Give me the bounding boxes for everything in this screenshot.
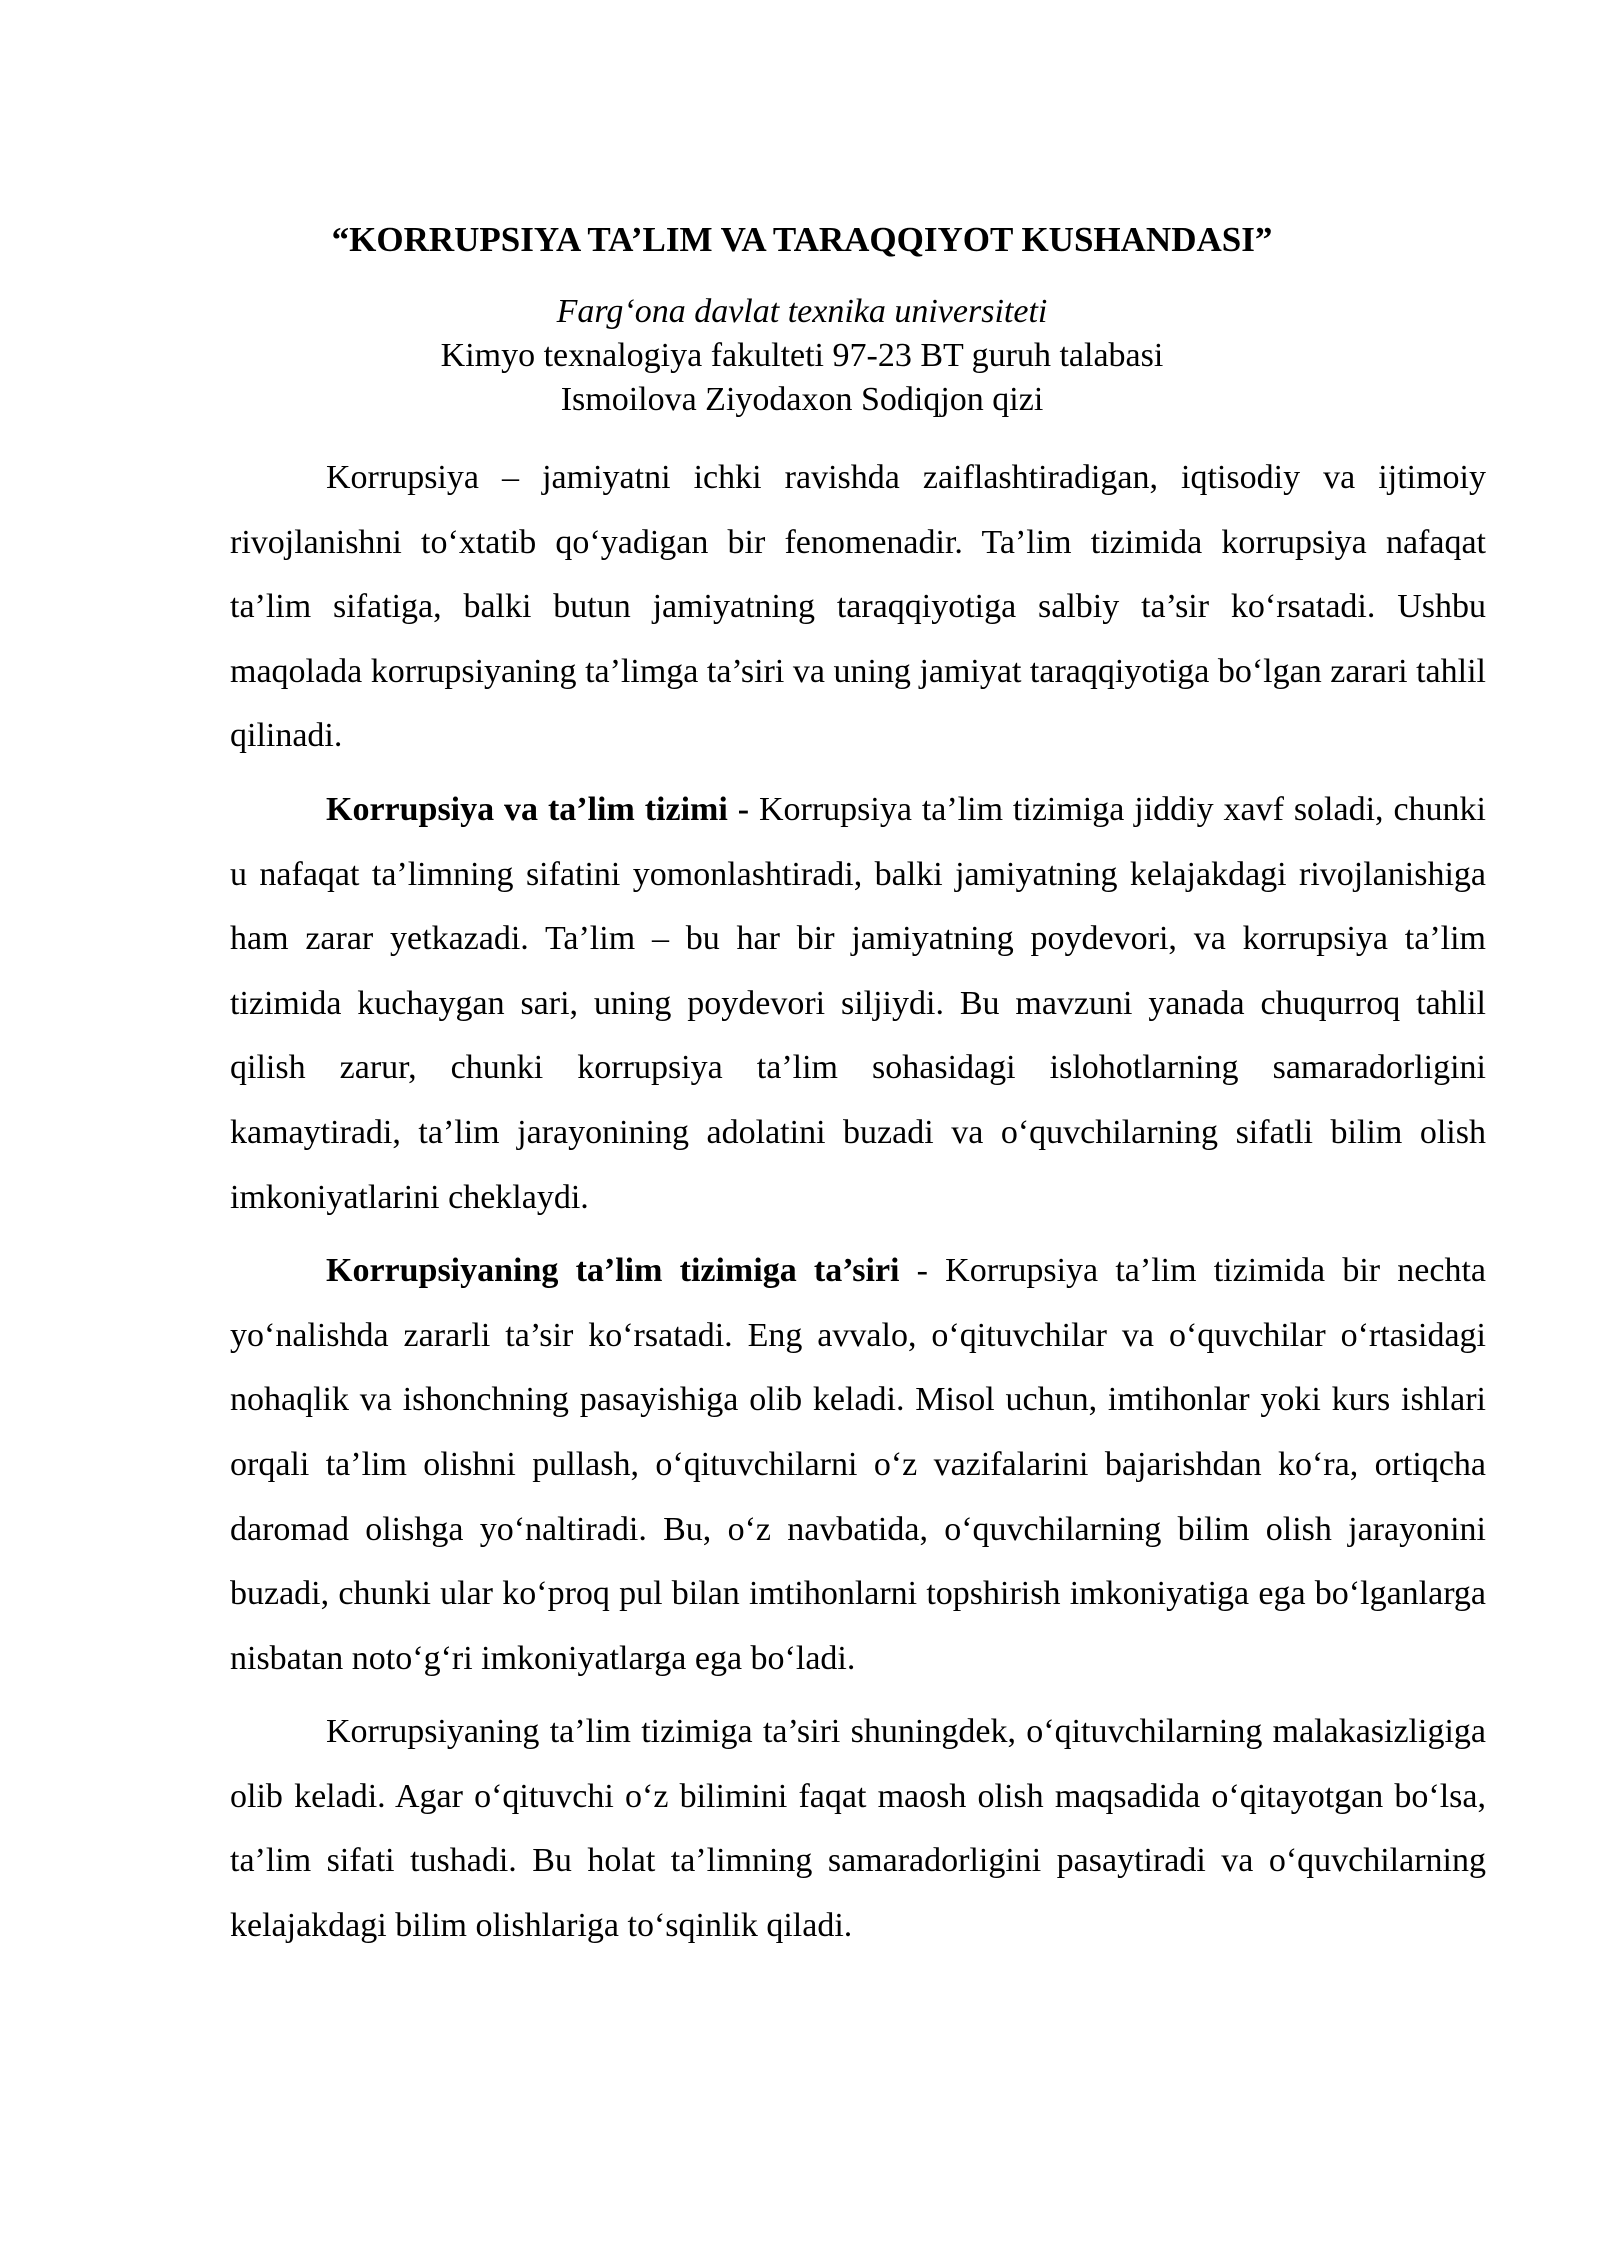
paragraph-text: - Korrupsiya ta’lim tizimida bir nechta yo‘nalishda zararli ta’sir ko‘rsatadi. Eng avvalo, o‘qituvchilar va o‘quvchilar o‘rtasidagi nohaqlik va ishonchning pasayishiga olib keladi. Misol uchun, imtihonlar yoki kurs ishlari orqali ta’lim olishni pullash, o‘qituvchilarni o‘z vazifalarini bajarishdan ko‘ra, ortiqcha daromad olishga yo‘naltiradi. Bu, o‘z navbatida, o‘quvchilarning bilim olish jarayonini buzadi, chunki ular ko‘proq pul bilan imtihonlarni topshirish imkoniyatiga ega bo‘lganlarga nisbatan noto‘g‘ri imkoniyatlarga ega bo‘ladi.	[230, 1252, 1486, 1677]
paragraph-text: Korrupsiya – jamiyatni ichki ravishda zaiflashtiradigan, iqtisodiy va ijtimoiy rivojlanishni to‘xtatib qo‘yadigan bir fenomenadir. Ta’lim tizimida korrupsiya nafaqat ta’lim sifatiga, balki butun jamiyatning taraqqiyotiga salbiy ta’sir ko‘rsatadi. Ushbu maqolada korrupsiyaning ta’limga ta’siri va uning jamiyat taraqqiyotiga bo‘lgan zarari tahlil qilinadi.	[230, 459, 1486, 755]
university-name: Farg‘ona davlat texnika universiteti	[556, 293, 1048, 330]
article-body	[230, 446, 1486, 1968]
faculty-group: Kimyo texnalogiya fakulteti 97-23 BT guruh talabasi	[440, 337, 1164, 374]
paragraph-continuation	[230, 1700, 1486, 1958]
section-heading: Korrupsiya va ta’lim tizimi -	[326, 790, 750, 828]
document-title: “KORRUPSIYA TA’LIM VA TARAQQIYOT KUSHANDASI”	[331, 220, 1273, 259]
paragraph-intro	[230, 446, 1486, 769]
paragraph-text: Korrupsiya ta’lim tizimiga jiddiy xavf soladi, chunki u nafaqat ta’limning sifatini yomonlashtiradi, balki jamiyatning kelajakdagi rivojlanishiga ham zarar yetkazadi. Ta’lim – bu har bir jamiyatning poydevori, va korrupsiya ta’lim tizimida kuchaygan sari, uning poydevori siljiydi. Bu mavzuni yanada chuqurroq tahlil qilish zarur, chunki korrupsiya ta’lim sohasidagi islohotlarning samaradorligini kamaytiradi, ta’lim jarayonining adolatini buzadi va o‘quvchilarning sifatli bilim olish imkoniyatlarini cheklaydi.	[230, 790, 1486, 1216]
paragraph-text: Korrupsiyaning ta’lim tizimiga ta’siri shuningdek, o‘qituvchilarning malakasizligiga olib keladi. Agar o‘qituvchi o‘z bilimini faqat maosh olish maqsadida o‘qitayotgan bo‘lsa, ta’lim sifati tushadi. Bu holat ta’limning samaradorligini pasaytiradi va o‘quvchilarning kelajakdagi bilim olishlariga to‘sqinlik qiladi.	[230, 1713, 1486, 1945]
author-affiliation	[230, 290, 1374, 422]
paragraph-section-2	[230, 1239, 1486, 1691]
author-name: Ismoilova Ziyodaxon Sodiqjon qizi	[560, 381, 1044, 418]
paragraph-section-1	[230, 778, 1486, 1230]
section-heading: Korrupsiyaning ta’lim tizimiga ta’siri	[326, 1252, 900, 1290]
